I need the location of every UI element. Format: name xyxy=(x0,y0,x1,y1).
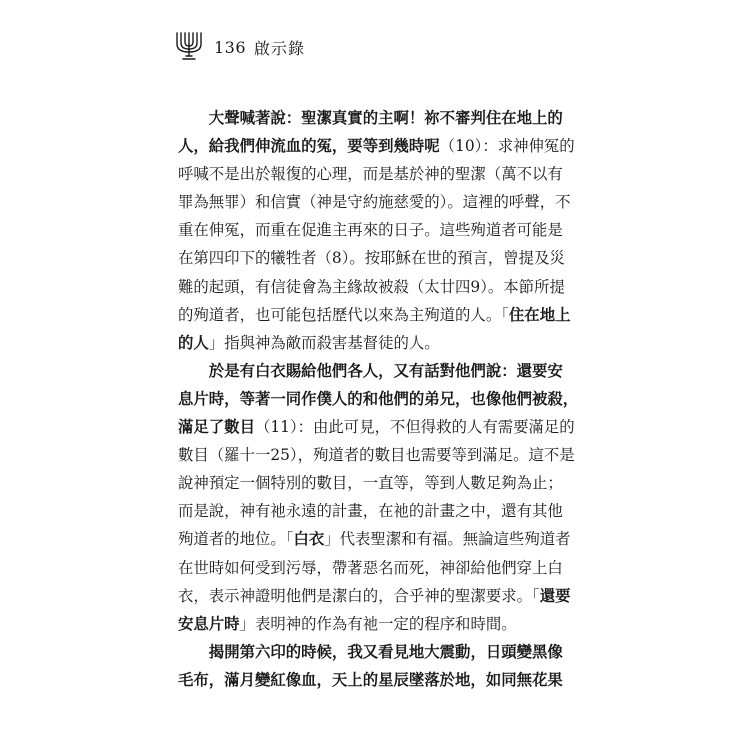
page-number: 136 xyxy=(214,37,247,57)
text-line xyxy=(178,357,563,385)
text-line xyxy=(178,497,563,525)
bold-text: 息片時，等著一同作僕人的和他們的弟兄，也像他們被殺， xyxy=(178,389,579,408)
text-line xyxy=(178,582,571,610)
text-line xyxy=(178,554,563,582)
bold-text: 毛布，滿月變紅像血，天上的星辰墜落於地，如同無花果 xyxy=(178,670,563,689)
book-title: 啟示錄 xyxy=(254,38,306,58)
text-segment: 而是說，神有祂永遠的計畫，在祂的計畫之中，還有其他 xyxy=(178,502,563,521)
text-segment: 重在伸冤，而重在促進主再來的日子。這些殉道者可能是 xyxy=(178,221,563,240)
text-line xyxy=(178,244,565,272)
bold-text: 安息片時 xyxy=(178,614,240,633)
bold-text: 住在地上 xyxy=(508,305,571,324)
text-segment: 說神預定一個特別的數目，一直等，等到人數足夠為止； xyxy=(178,474,563,493)
text-line xyxy=(178,666,563,694)
text-segment: 殉道者的地位。「 xyxy=(178,530,294,549)
paragraph xyxy=(178,104,575,357)
paragraph xyxy=(178,638,563,694)
text-segment: 衣，表示神證明他們是潔白的，合乎神的聖潔要求。「 xyxy=(178,586,540,605)
text-line xyxy=(178,273,565,301)
text-segment: （10）：求神伸冤的 xyxy=(439,137,575,156)
text-segment: 數目（羅十一25），殉道者的數目也需要等到滿足。這不是 xyxy=(178,446,575,465)
text-line xyxy=(178,160,563,188)
bold-text: 揭開第六印的時候，我又看見地大震動，日頭變黑像 xyxy=(208,642,563,661)
bold-text: 白衣 xyxy=(293,530,325,549)
text-line xyxy=(178,216,563,244)
text-segment: 罪為無罪）和信實（神是守約施慈愛的）。這裡的呼聲，不 xyxy=(178,193,571,212)
running-header xyxy=(172,30,305,64)
text-line xyxy=(178,329,558,357)
text-line xyxy=(178,301,571,329)
text-segment: 呼喊不是出於報復的心理，而是基於神的聖潔（萬不以有 xyxy=(178,165,563,184)
text-line xyxy=(178,525,571,553)
body-text xyxy=(178,104,579,694)
text-segment: 」表明神的作為有祂一定的程序和時間。 xyxy=(239,614,517,633)
text-line xyxy=(178,610,558,638)
bold-text: 人，給我們伸流血的冤，要等到幾時呢 xyxy=(178,137,440,156)
text-segment: 」指與神為敵而殺害基督徒的人。 xyxy=(208,333,440,352)
bold-text: 大聲喊著說：聖潔真實的主啊！祢不審判住在地上的 xyxy=(208,109,563,127)
text-line xyxy=(178,638,563,666)
text-segment: 」代表聖潔和有福。無論這些殉道者 xyxy=(324,530,571,549)
text-line xyxy=(178,104,563,132)
paragraph xyxy=(178,357,579,638)
text-segment: 在世時如何受到污辱，帶著惡名而死，神卻給他們穿上白 xyxy=(178,558,563,577)
text-line xyxy=(178,469,563,497)
text-segment: 難的起頭，有信徒會為主緣故被殺（太廿四9）。本節所提 xyxy=(178,277,565,296)
text-line xyxy=(178,132,575,160)
text-line xyxy=(178,385,579,413)
text-segment: 在第四印下的犧牲者（8）。按耶穌在世的預言，曾提及災 xyxy=(178,249,565,268)
menorah-icon xyxy=(172,30,206,64)
text-line xyxy=(178,188,571,216)
bold-text: 於是有白衣賜給他們各人，又有話對他們說：還要安 xyxy=(208,361,563,380)
bold-text: 滿足了數目 xyxy=(178,418,255,437)
text-segment: （11）：由此可見，不但得救的人有需要滿足的 xyxy=(254,418,575,437)
text-line xyxy=(178,413,575,441)
text-segment: 的殉道者，也可能包括歷代以來為主殉道的人。「 xyxy=(178,305,509,324)
text-line xyxy=(178,441,575,469)
bold-text: 的人 xyxy=(178,333,209,352)
bold-text: 還要 xyxy=(539,586,571,605)
